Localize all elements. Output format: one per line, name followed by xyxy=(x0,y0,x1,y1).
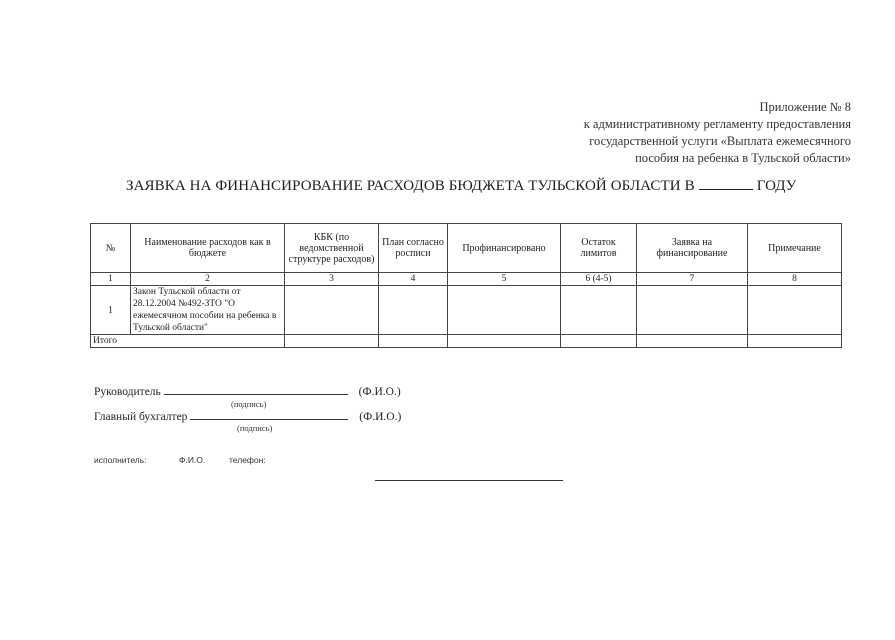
total-cell xyxy=(748,335,842,348)
appendix-line: к административному регламенту предоставления xyxy=(583,117,851,131)
note-cell xyxy=(748,286,842,335)
title-prefix: ЗАЯВКА НА ФИНАНСИРОВАНИЕ РАСХОДОВ БЮДЖЕТА ТУЛЬСКОЙ ОБЛАСТИ В xyxy=(126,178,695,194)
appendix-number: Приложение № 8 xyxy=(759,100,851,114)
column-number: 5 xyxy=(448,273,561,286)
total-cell xyxy=(448,335,561,348)
total-label: Итого xyxy=(91,335,285,348)
header-cell: План согласно росписи xyxy=(379,224,448,273)
bottom-blank-line xyxy=(375,480,563,481)
appendix-line: пособия на ребенка в Тульской области» xyxy=(635,151,851,165)
header-cell: Примечание xyxy=(748,224,842,273)
document-title xyxy=(126,177,797,195)
column-number: 7 xyxy=(637,273,748,286)
total-cell xyxy=(285,335,379,348)
title-suffix: ГОДУ xyxy=(756,178,797,194)
header-cell: Остаток лимитов xyxy=(561,224,637,273)
header-cell: № xyxy=(91,224,131,273)
accountant-fio-label: (Ф.И.О.) xyxy=(359,411,402,423)
head-fio-label: (Ф.И.О.) xyxy=(358,386,401,398)
table-row xyxy=(91,286,842,335)
header-cell: Заявка на финансирование xyxy=(637,224,748,273)
header-row xyxy=(91,224,842,273)
financing-table xyxy=(90,223,842,348)
executor-phone: телефон: xyxy=(229,455,266,465)
signature-blank xyxy=(190,409,348,420)
header-cell: Наименование расходов как в бюджете xyxy=(131,224,285,273)
kbk-cell xyxy=(285,286,379,335)
column-number: 6 (4-5) xyxy=(561,273,637,286)
plan-cell xyxy=(379,286,448,335)
executor-fio: Ф.И.О. xyxy=(179,455,206,465)
year-blank-line xyxy=(699,177,753,190)
column-number: 2 xyxy=(131,273,285,286)
header-cell: КБК (по ведомственной структуре расходов) xyxy=(285,224,379,273)
head-signature-line xyxy=(94,384,401,398)
signature-blank xyxy=(164,384,348,395)
expense-name: Закон Тульской области от 28.12.2004 №492-ЗТО "О ежемесячном пособии на ребенка в Тульской области" xyxy=(131,286,285,335)
header-cell: Профинансировано xyxy=(448,224,561,273)
total-row xyxy=(91,335,842,348)
accountant-signature-caption: (подпись) xyxy=(237,423,273,433)
column-number: 4 xyxy=(379,273,448,286)
row-number: 1 xyxy=(91,286,131,335)
total-cell xyxy=(561,335,637,348)
accountant-signature-line xyxy=(94,409,401,423)
head-label: Руководитель xyxy=(94,386,161,398)
remainder-cell xyxy=(561,286,637,335)
column-number-row xyxy=(91,273,842,286)
appendix-line: государственной услуги «Выплата ежемесячного xyxy=(589,134,851,148)
accountant-label: Главный бухгалтер xyxy=(94,411,188,423)
total-cell xyxy=(379,335,448,348)
request-cell xyxy=(637,286,748,335)
appendix-block xyxy=(491,99,851,167)
column-number: 1 xyxy=(91,273,131,286)
column-number: 3 xyxy=(285,273,379,286)
financed-cell xyxy=(448,286,561,335)
executor-label: исполнитель: xyxy=(94,455,147,465)
column-number: 8 xyxy=(748,273,842,286)
total-cell xyxy=(637,335,748,348)
head-signature-caption: (подпись) xyxy=(231,399,267,409)
